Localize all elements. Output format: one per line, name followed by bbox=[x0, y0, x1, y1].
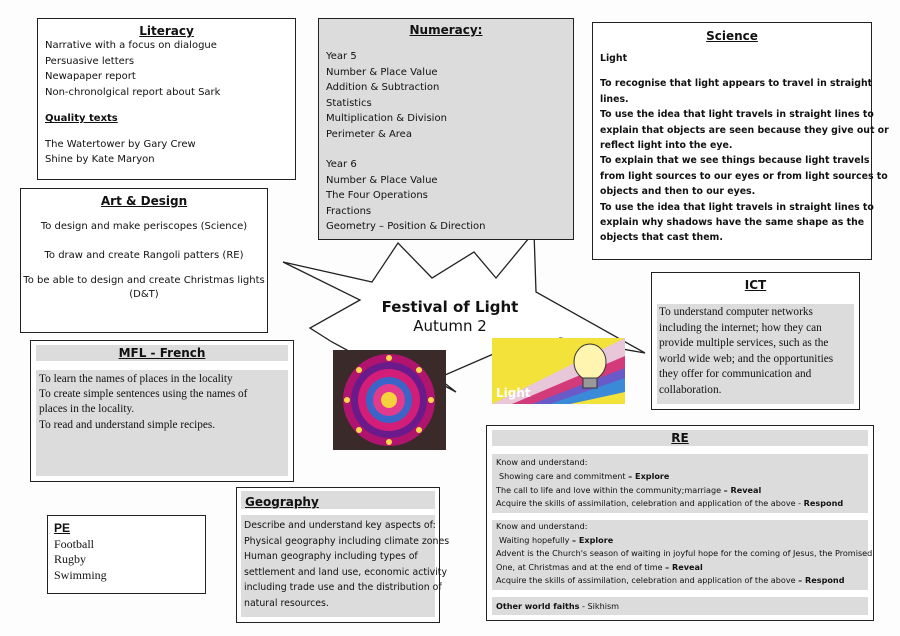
list-item: Geometry – Position & Direction bbox=[326, 221, 486, 232]
re-block-1 bbox=[492, 454, 868, 513]
list-item: Football bbox=[54, 536, 95, 551]
list-item: Fractions bbox=[326, 205, 372, 217]
page-subtitle: Autumn 2 bbox=[413, 317, 487, 335]
list-item: Physical geography including climate zones bbox=[244, 535, 450, 547]
art-design-title: Art & Design bbox=[100, 194, 188, 208]
art-design-box bbox=[20, 188, 268, 333]
numeracy-title: Numeracy: bbox=[409, 23, 483, 37]
re-line-key: – Explore bbox=[628, 470, 670, 481]
list-item: Swimming bbox=[54, 567, 107, 582]
re-line-text: The call to life and love within the community;marriage bbox=[496, 484, 724, 495]
page-title: Festival of Light bbox=[381, 298, 519, 316]
quality-texts-title: Quality texts bbox=[45, 113, 118, 124]
re-intro: Know and understand: bbox=[496, 457, 588, 467]
list-item: To draw and create Rangoli patters (RE) bbox=[44, 250, 244, 261]
list-item: Non-chronolgical report about Sark bbox=[45, 86, 221, 98]
re-line-key: – Reveal bbox=[665, 561, 703, 572]
list-item: world wide web; and the opportunities bbox=[659, 352, 834, 365]
science-subtitle: Light bbox=[600, 53, 628, 64]
list-item: Human geography including types of bbox=[244, 551, 418, 563]
list-item: To explain that we see things because light travels bbox=[600, 155, 870, 167]
lightbulb-image bbox=[492, 338, 625, 404]
re-line-text: Advent is the Church's season of waiting in joyful hope for the coming of Jesus, the Promised bbox=[496, 548, 873, 559]
list-item: collaboration. bbox=[659, 383, 722, 396]
year6-title: Year 6 bbox=[326, 159, 357, 170]
numeracy-list bbox=[326, 49, 573, 235]
re-intro: Know and understand: bbox=[496, 521, 588, 531]
re-line bbox=[496, 574, 868, 588]
re-other-title: Other world faiths bbox=[496, 601, 580, 611]
science-title: Science bbox=[706, 29, 758, 43]
re-line-key: – Reveal bbox=[723, 484, 762, 495]
literacy-list bbox=[45, 38, 295, 168]
pe-title: PE bbox=[54, 521, 71, 535]
list-item: settlement and land use, economic activity bbox=[244, 566, 448, 578]
geography-content bbox=[241, 515, 450, 617]
list-item: Shine by Kate Maryon bbox=[45, 154, 155, 165]
geography-title: Geography bbox=[245, 495, 319, 509]
list-item: Persuasive letters bbox=[45, 55, 135, 67]
mfl-french-box bbox=[30, 340, 294, 482]
re-title: RE bbox=[492, 430, 868, 446]
list-item: To create simple sentences using the names of bbox=[39, 388, 248, 401]
list-item: reflect light into the eye. bbox=[600, 140, 733, 152]
numeracy-box bbox=[318, 18, 574, 240]
lightbulb-label: Light bbox=[496, 386, 531, 400]
list-item: places in the locality. bbox=[39, 403, 135, 416]
art-design-list bbox=[21, 221, 267, 300]
list-item: To use the idea that light travels in straight lines to bbox=[600, 201, 874, 213]
science-box bbox=[592, 22, 889, 260]
list-item: Statistics bbox=[326, 97, 372, 109]
list-item: Perimeter & Area bbox=[326, 128, 412, 140]
re-line-text: One, at Christmas and at the end of time bbox=[496, 561, 666, 572]
ict-title: ICT bbox=[744, 278, 767, 292]
year5-title: Year 5 bbox=[326, 51, 357, 62]
re-block-2 bbox=[492, 520, 873, 590]
list-item: To design and make periscopes (Science) bbox=[40, 221, 248, 232]
re-other-faiths bbox=[492, 597, 868, 615]
list-item: Number & Place Value bbox=[326, 174, 438, 186]
list-item: To use the idea that light travels in straight lines to bbox=[600, 109, 874, 121]
list-item: lines. bbox=[600, 93, 629, 105]
list-item: To be able to design and create Christmas lights bbox=[23, 275, 265, 286]
list-item: Rugby bbox=[54, 552, 87, 566]
list-item: To understand computer networks bbox=[659, 306, 813, 318]
list-item: Describe and understand key aspects of: bbox=[244, 520, 436, 531]
literacy-title: Literacy bbox=[139, 24, 194, 38]
list-item: The Watertower by Gary Crew bbox=[45, 138, 196, 150]
list-item: The Four Operations bbox=[326, 190, 428, 201]
list-item: objects and then to our eyes. bbox=[600, 186, 756, 198]
re-line-key: – Explore bbox=[572, 534, 614, 545]
literacy-box bbox=[37, 18, 296, 180]
re-line-key: – Respond bbox=[798, 575, 845, 586]
re-line bbox=[496, 484, 868, 498]
list-item: natural resources. bbox=[244, 597, 329, 609]
list-item: Addition & Subtraction bbox=[326, 82, 440, 93]
re-box bbox=[486, 425, 874, 621]
pe-box bbox=[47, 515, 206, 594]
list-item: explain why shadows have the same shape as the bbox=[600, 217, 865, 229]
list-item: To recognise that light appears to travel in straight bbox=[600, 78, 873, 90]
re-line bbox=[496, 534, 868, 548]
list-item: explain that objects are seen because they give out or bbox=[600, 124, 889, 136]
geography-box bbox=[236, 487, 450, 623]
rangoli-image bbox=[333, 350, 446, 450]
center-title-block bbox=[380, 298, 520, 335]
re-line-text: Acquire the skills of assimilation, celebration and application of the above bbox=[496, 575, 799, 586]
list-item: Number & Place Value bbox=[326, 66, 438, 78]
list-item: (D&T) bbox=[129, 289, 159, 300]
re-line-text: Acquire the skills of assimilation, celebration and application of the above - bbox=[496, 498, 804, 509]
re-line bbox=[496, 497, 868, 511]
list-item: they offer for communication and bbox=[659, 368, 812, 380]
ict-box bbox=[651, 272, 860, 410]
mfl-french-title: MFL - French bbox=[36, 345, 288, 361]
list-item: Newapaper report bbox=[45, 71, 136, 82]
list-item: including the internet; how they can bbox=[659, 321, 822, 334]
list-item: Multiplication & Division bbox=[326, 113, 447, 124]
re-line bbox=[496, 470, 868, 484]
list-item: provide multiple services, such as the bbox=[659, 337, 829, 349]
list-item: objects that cast them. bbox=[600, 232, 723, 244]
ict-content bbox=[657, 304, 854, 404]
list-item: including trade use and the distribution of bbox=[244, 582, 442, 594]
re-line bbox=[496, 547, 873, 561]
geography-title-bar bbox=[241, 491, 435, 509]
re-line bbox=[496, 561, 868, 575]
rangoli-pattern bbox=[333, 350, 446, 450]
science-list bbox=[600, 51, 889, 246]
mfl-french-content bbox=[36, 370, 288, 476]
re-line-text: Waiting hopefully bbox=[499, 534, 572, 545]
list-item: from light sources to our eyes or from light sources to bbox=[600, 170, 888, 182]
list-item: Narrative with a focus on dialogue bbox=[45, 40, 217, 51]
list-item: To read and understand simple recipes. bbox=[39, 418, 216, 431]
re-line-key: Respond bbox=[803, 498, 844, 509]
pe-content bbox=[54, 521, 205, 583]
list-item: To learn the names of places in the locality bbox=[39, 373, 233, 385]
re-line-text: Showing care and commitment bbox=[499, 470, 629, 481]
re-other-text: - Sikhism bbox=[579, 601, 620, 611]
